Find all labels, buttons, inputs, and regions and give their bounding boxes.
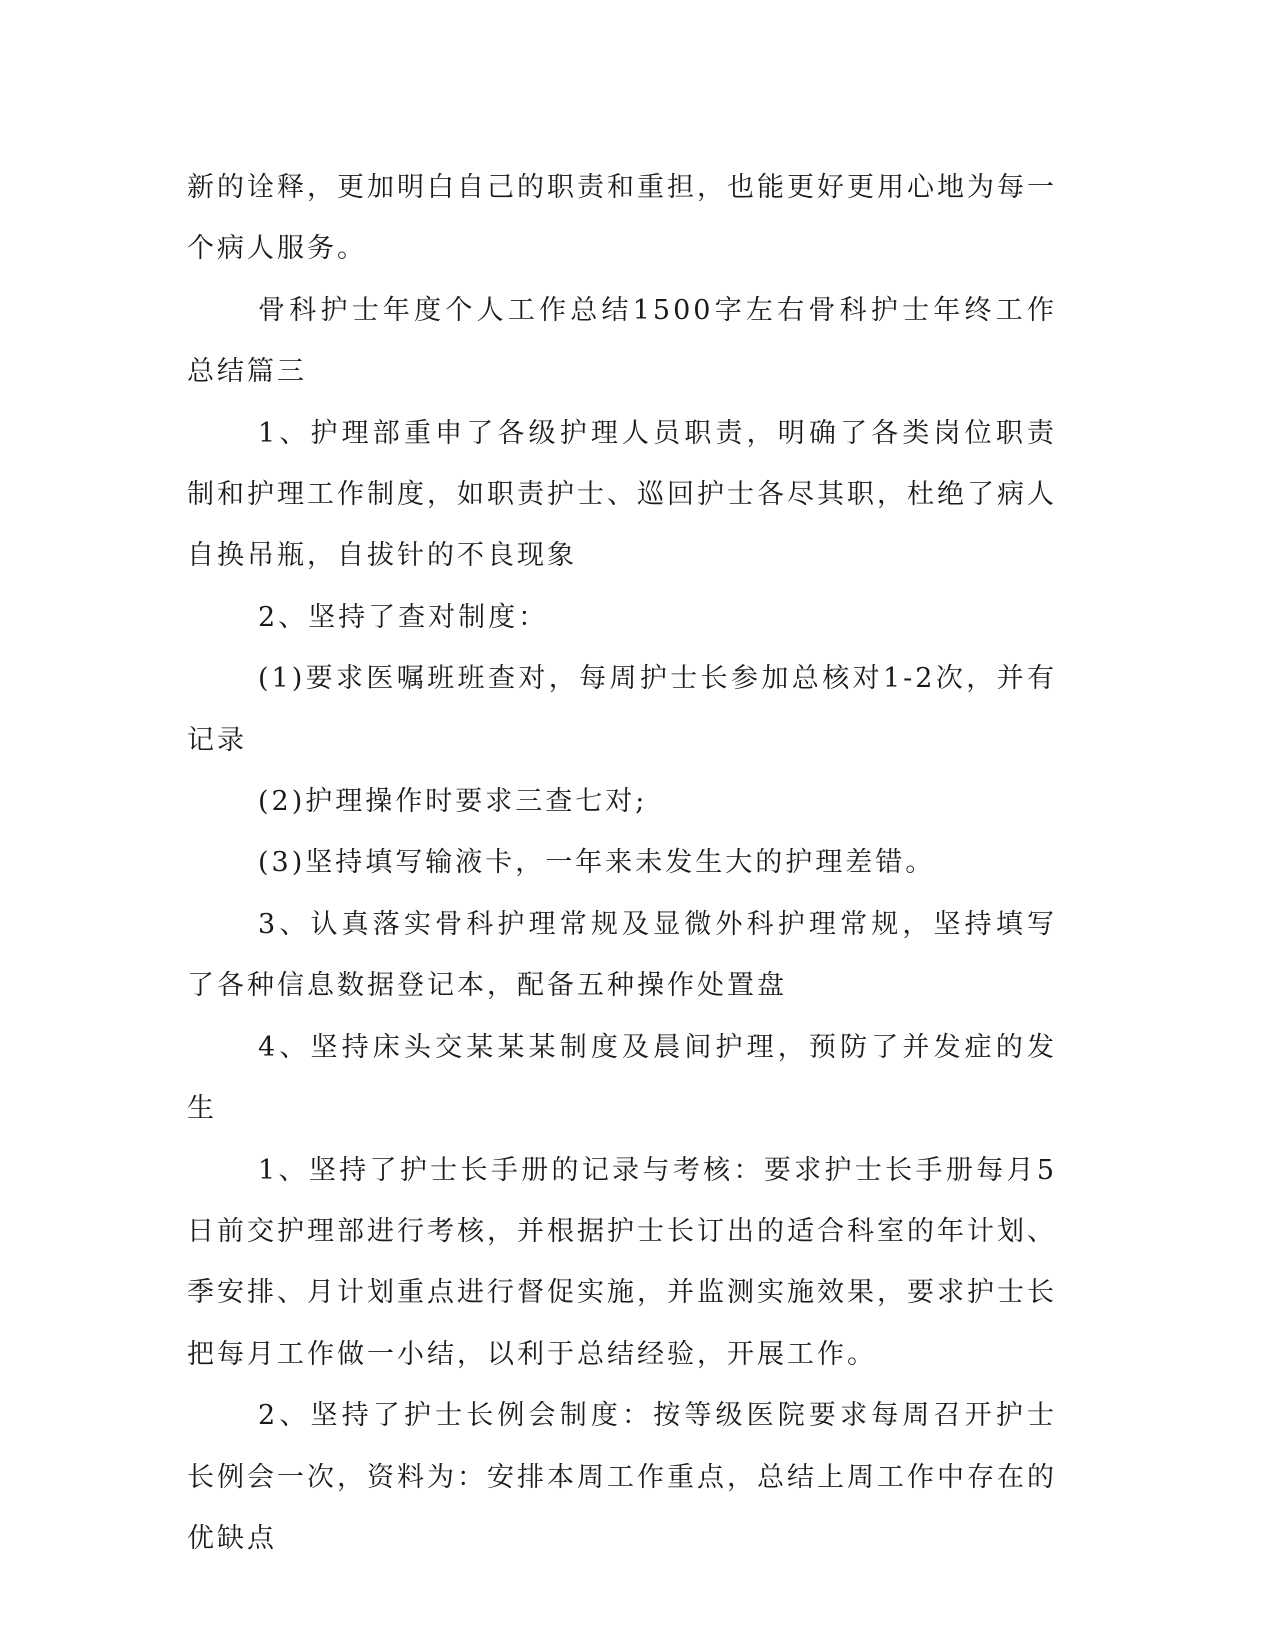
paragraph-item-2: 2、坚持了查对制度： (258, 601, 549, 633)
paragraph-continuation: 新的诠释，更加明白自己的职责和重担，也能更好更用心地为每一个病人服务。 (187, 172, 1057, 265)
paragraph-subitem-1: (1)要求医嘱班班查对，每周护士长参加总核对1-2次，并有记录 (187, 663, 1057, 756)
paragraph-item-1-second: 1、坚持了护士长手册的记录与考核：要求护士长手册每月5日前交护理部进行考核，并根据护士长订出的适合科室的年计划、季安排、月计划重点进行督促实施，并监测实施效果，要求护士长把每月工作做一小结，以利于总结经验，开展工作。 (187, 1154, 1057, 1370)
paragraph-subitem-3: (3)坚持填写输液卡，一年来未发生大的护理差错。 (258, 847, 936, 879)
paragraph-item-3: 3、认真落实骨科护理常规及显微外科护理常规，坚持填写了各种信息数据登记本，配备五种操作处置盘 (187, 908, 1057, 1002)
section-heading: 骨科护士年度个人工作总结1500字左右骨科护士年终工作总结篇三 (187, 294, 1057, 388)
paragraph-subitem-2: (2)护理操作时要求三查七对; (258, 786, 648, 818)
paragraph-item-4: 4、坚持床头交某某某制度及晨间护理，预防了并发症的发生 (187, 1031, 1057, 1125)
document-body (187, 157, 1057, 1569)
paragraph-item-1: 1、护理部重申了各级护理人员职责，明确了各类岗位职责制和护理工作制度，如职责护士、巡回护士各尽其职，杜绝了病人自换吊瓶，自拔针的不良现象 (187, 417, 1057, 572)
paragraph-item-2-second: 2、坚持了护士长例会制度：按等级医院要求每周召开护士长例会一次，资料为：安排本周工作重点，总结上周工作中存在的优缺点 (187, 1400, 1057, 1554)
